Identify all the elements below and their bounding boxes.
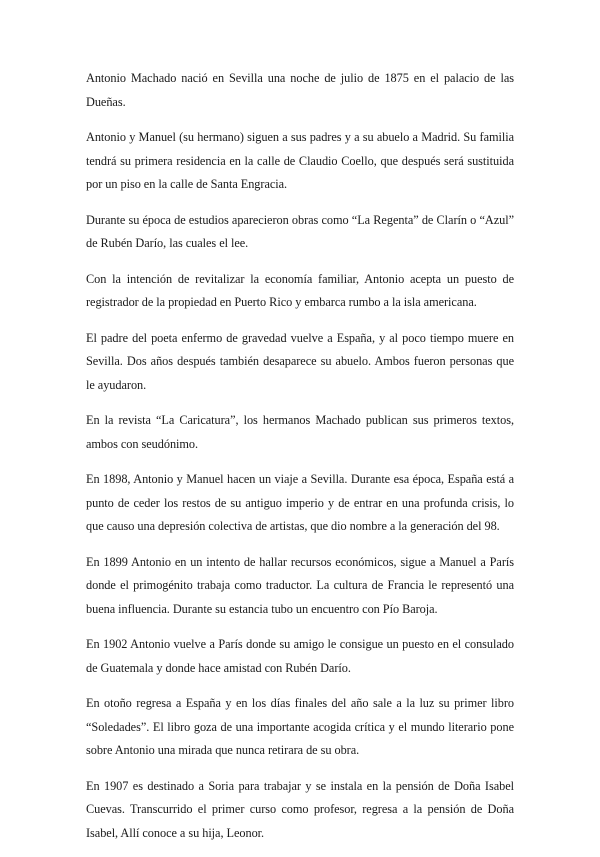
paragraph-1898: En 1898, Antonio y Manuel hacen un viaje a Sevilla. Durante esa época, España está a punto de ceder los restos de su antiguo imperio y de entrar en una profunda crisis, lo que causo una depresión colectiva de artistas, que dio nombre a la generación del 98.	[86, 472, 514, 533]
paragraph-father: El padre del poeta enfermo de gravedad vuelve a España, y al poco tiempo muere en Sevilla. Dos años después también desaparece su abuelo. Ambos fueron personas que le ayudaron.	[86, 330, 514, 392]
paragraph-birth: Antonio Machado nació en Sevilla una noche de julio de 1875 en el palacio de las Dueñas.	[86, 71, 514, 109]
paragraph-puerto-rico: Con la intención de revitalizar la economía familiar, Antonio acepta un puesto de registrador de la propiedad en Puerto Rico y embarca rumbo a la isla americana.	[86, 271, 514, 309]
paragraph-1907: En 1907 es destinado a Soria para trabajar y se instala en la pensión de Doña Isabel Cuevas. Transcurrido el primer curso como profesor, regresa a la pensión de Doña Isabel, Allí conoce a su hija, Leonor.	[86, 778, 514, 840]
document-body	[86, 67, 514, 857]
paragraph-1899: En 1899 Antonio en un intento de hallar recursos económicos, sigue a Manuel a París donde el primogénito trabaja como traductor. La cultura de Francia le representó una buena influencia. Durante su estancia tubo un encuentro con Pío Baroja.	[86, 554, 514, 616]
paragraph-madrid: Antonio y Manuel (su hermano) siguen a sus padres y a su abuelo a Madrid. Su familia tendrá su primera residencia en la calle de Claudio Coello, que después será sustituida por un piso en la calle de Santa Engracia.	[86, 130, 514, 191]
paragraph-soledades: En otoño regresa a España y en los días finales del año sale a la luz su primer libro “Soledades”. El libro goza de una importante acogida crítica y el mundo literario pone sobre Antonio una mirada que nunca retirara de su obra.	[86, 696, 514, 757]
paragraph-caricatura: En la revista “La Caricatura”, los hermanos Machado publican sus primeros textos, ambos con seudónimo.	[86, 413, 514, 451]
paragraph-1902: En 1902 Antonio vuelve a París donde su amigo le consigue un puesto en el consulado de Guatemala y donde hace amistad con Rubén Darío.	[86, 637, 514, 675]
paragraph-studies: Durante su época de estudios aparecieron obras como “La Regenta” de Clarín o “Azul” de Rubén Darío, las cuales el lee.	[86, 212, 514, 250]
